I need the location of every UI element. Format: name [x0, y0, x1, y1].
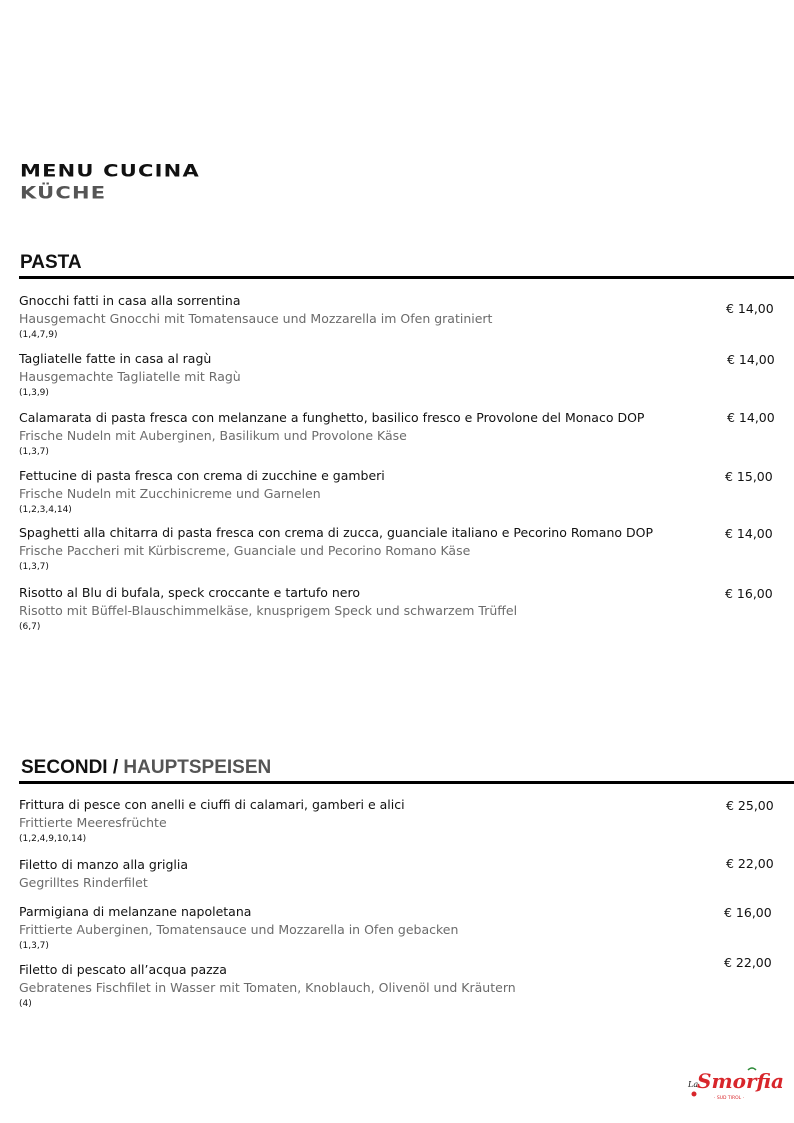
item-description-de: Frische Nudeln mit Zucchinicreme und Garnelen — [19, 486, 321, 501]
item-allergens: (6,7) — [19, 622, 41, 632]
menu-item — [19, 292, 719, 342]
item-price: € 16,00 — [724, 905, 772, 920]
item-allergens: (1,4,7,9) — [19, 330, 58, 340]
section-title-de: HAUPTSPEISEN — [123, 757, 272, 778]
section-title-it: SECONDI / — [21, 757, 124, 778]
menu-item — [19, 856, 719, 892]
item-price: € 14,00 — [727, 410, 775, 425]
item-name: Fettucine di pasta fresca con crema di zucchine e gamberi — [19, 468, 385, 483]
item-name: Gnocchi fatti in casa alla sorrentina — [19, 293, 241, 308]
item-description-de: Hausgemacht Gnocchi mit Tomatensauce und Mozzarella im Ofen gratiniert — [19, 311, 493, 326]
item-price: € 22,00 — [726, 856, 774, 871]
logo-decoration — [692, 1092, 697, 1097]
item-price: € 16,00 — [725, 586, 773, 601]
menu-item — [19, 584, 719, 634]
menu-item — [19, 409, 719, 459]
item-price: € 15,00 — [725, 469, 773, 484]
section-title-secondi — [21, 757, 271, 779]
item-price: € 25,00 — [726, 798, 774, 813]
item-price: € 14,00 — [725, 526, 773, 541]
item-name: Tagliatelle fatte in casa al ragù — [19, 351, 212, 366]
menu-item — [19, 903, 719, 953]
item-name: Filetto di manzo alla griglia — [19, 857, 188, 872]
item-price: € 14,00 — [726, 301, 774, 316]
item-description-de: Frische Paccheri mit Kürbiscreme, Guanciale und Pecorino Romano Käse — [19, 543, 471, 558]
item-description-de: Gegrilltes Rinderfilet — [19, 875, 148, 890]
item-name: Parmigiana di melanzane napoletana — [19, 904, 252, 919]
restaurant-logo — [688, 1064, 784, 1104]
menu-title: MENU CUCINA — [20, 160, 200, 181]
item-description-de: Frische Nudeln mit Auberginen, Basilikum und Provolone Käse — [19, 428, 407, 443]
logo-prefix: La — [688, 1080, 699, 1089]
item-description-de: Gebratenes Fischfilet in Wasser mit Tomaten, Knoblauch, Olivenöl und Kräutern — [19, 980, 516, 995]
logo-tagline: · SUD TIROL · — [714, 1096, 745, 1101]
item-name: Calamarata di pasta fresca con melanzane a funghetto, basilico fresco e Provolone del Monaco DOP — [19, 410, 645, 425]
menu-header — [20, 160, 200, 208]
item-allergens: (1,3,7) — [19, 562, 49, 572]
item-name: Filetto di pescato all’acqua pazza — [19, 962, 227, 977]
item-allergens: (1,2,4,9,10,14) — [19, 834, 87, 844]
menu-item — [19, 524, 719, 574]
logo-wordmark: Smorfia — [697, 1069, 784, 1093]
menu-item — [19, 350, 719, 400]
item-name: Spaghetti alla chitarra di pasta fresca con crema di zucca, guanciale italiano e Pecorino Romano DOP — [19, 525, 653, 540]
item-allergens: (1,3,7) — [19, 941, 49, 951]
item-description-de: Frittierte Auberginen, Tomatensauce und Mozzarella in Ofen gebacken — [19, 922, 459, 937]
menu-item — [19, 467, 719, 517]
item-description-de: Risotto mit Büffel-Blauschimmelkäse, knusprigem Speck und schwarzem Trüffel — [19, 603, 518, 618]
item-name: Risotto al Blu di bufala, speck croccante e tartufo nero — [19, 585, 361, 600]
section-divider-pasta — [19, 276, 794, 279]
section-divider-secondi — [19, 781, 794, 784]
item-allergens: (4) — [19, 999, 32, 1009]
section-title-pasta: PASTA — [20, 252, 82, 273]
menu-subtitle: KÜCHE — [20, 182, 107, 203]
menu-item — [19, 961, 719, 1011]
item-allergens: (1,3,7) — [19, 447, 49, 457]
item-price: € 14,00 — [727, 352, 775, 367]
menu-item — [19, 796, 719, 846]
item-allergens: (1,2,3,4,14) — [19, 505, 72, 515]
item-price: € 22,00 — [724, 955, 772, 970]
item-description-de: Hausgemachte Tagliatelle mit Ragù — [19, 369, 241, 384]
item-allergens: (1,3,9) — [19, 388, 49, 398]
item-name: Frittura di pesce con anelli e ciuffi di calamari, gamberi e alici — [19, 797, 405, 812]
item-description-de: Frittierte Meeresfrüchte — [19, 815, 167, 830]
